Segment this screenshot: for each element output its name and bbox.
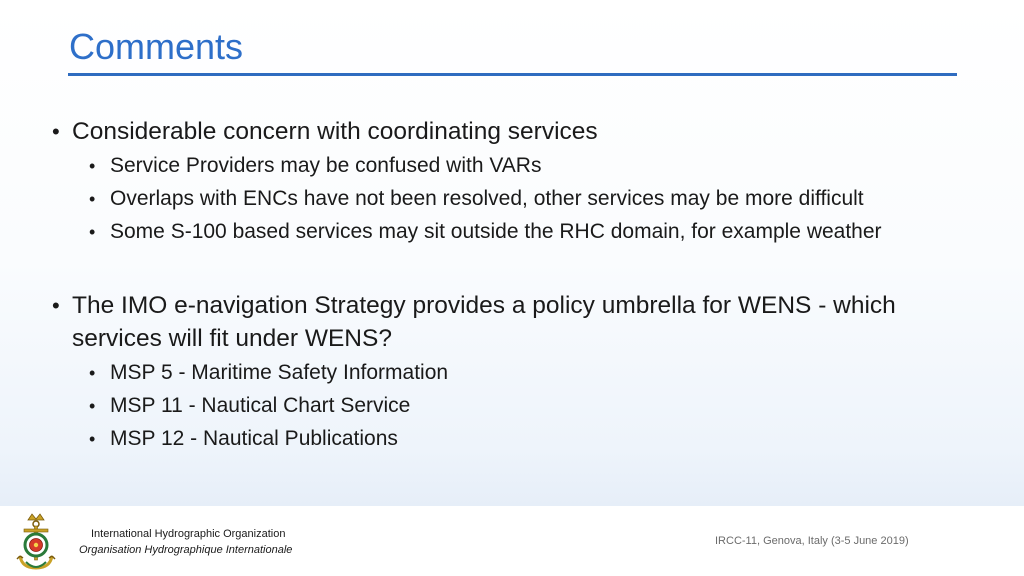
bullet-text: Some S-100 based services may sit outside the RHC domain, for example weather bbox=[110, 220, 882, 243]
bullet-dot: • bbox=[89, 396, 96, 416]
bullet-level2 bbox=[89, 359, 449, 387]
bullet-dot: • bbox=[89, 222, 96, 242]
bullet-level2 bbox=[89, 425, 398, 453]
bullet-text: MSP 5 - Maritime Safety Information bbox=[110, 361, 449, 384]
org-name-english: International Hydrographic Organization bbox=[91, 528, 286, 540]
bullet-dot: • bbox=[89, 363, 96, 383]
bullet-level2 bbox=[89, 392, 411, 420]
bullet-level1 bbox=[52, 115, 952, 148]
slide-title: Comments bbox=[69, 26, 244, 67]
bullet-text: MSP 11 - Nautical Chart Service bbox=[110, 394, 411, 417]
slide-footer bbox=[0, 506, 1024, 576]
bullet-dot: • bbox=[52, 293, 60, 318]
bullet-text: Service Providers may be confused with VARs bbox=[110, 154, 542, 177]
bullet-dot: • bbox=[89, 429, 96, 449]
bullet-text: Considerable concern with coordinating services bbox=[72, 118, 598, 145]
bullet-level2 bbox=[89, 152, 542, 180]
bullet-level2 bbox=[89, 218, 882, 246]
bullet-dot: • bbox=[89, 156, 96, 176]
title-underline bbox=[68, 73, 957, 76]
bullet-dot: • bbox=[52, 119, 60, 144]
bullet-dot: • bbox=[89, 189, 96, 209]
bullet-text: The IMO e-navigation Strategy provides a policy umbrella for WENS - which services will fit under WENS? bbox=[72, 292, 896, 352]
bullet-text: Overlaps with ENCs have not been resolved, other services may be more difficult bbox=[110, 187, 864, 210]
bullet-level1 bbox=[52, 289, 922, 355]
bullet-text: MSP 12 - Nautical Publications bbox=[110, 427, 398, 450]
conference-label: IRCC-11, Genova, Italy (3-5 June 2019) bbox=[715, 535, 909, 547]
bullet-level2 bbox=[89, 185, 864, 213]
iho-anchor-emblem-icon bbox=[12, 512, 60, 574]
org-name-french: Organisation Hydrographique Internationale bbox=[79, 544, 293, 556]
